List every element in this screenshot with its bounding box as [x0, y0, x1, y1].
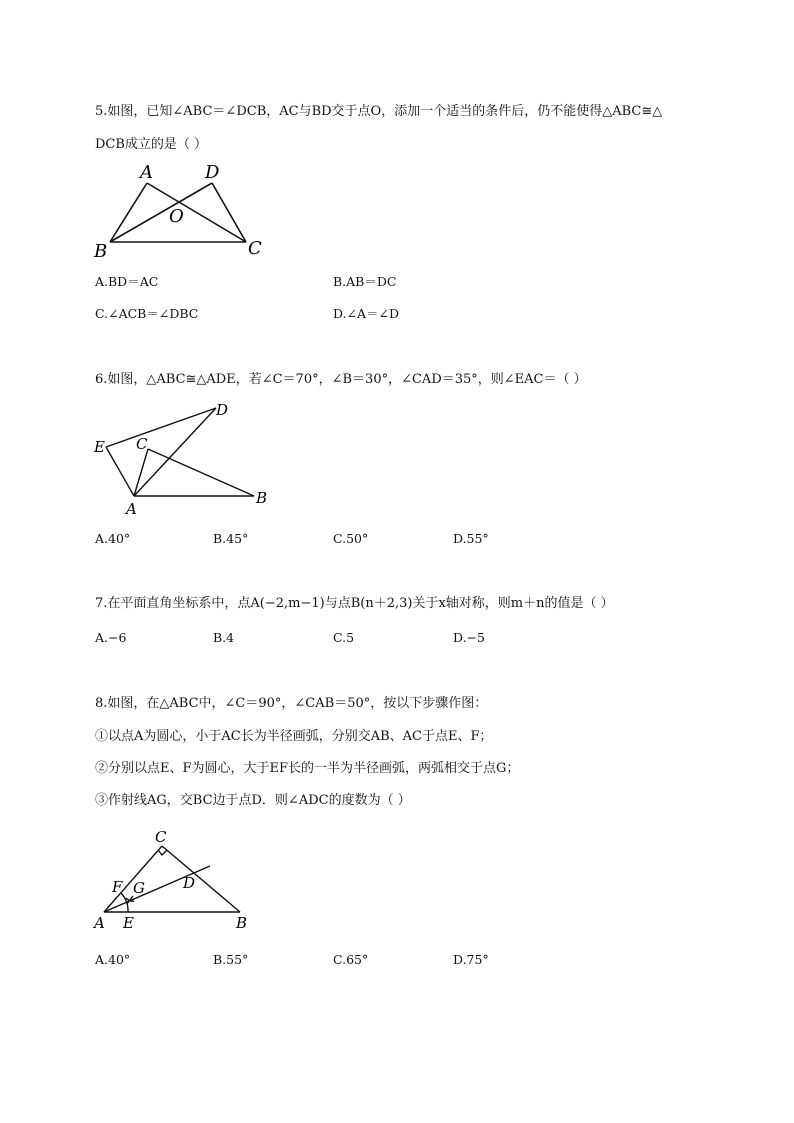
q8-step-2: ②分别以点E、F为圆心，大于EF长的一半为半径画弧，两弧相交于点G；	[95, 761, 520, 776]
q5-option-a[interactable]: A.BD＝AC	[95, 274, 159, 289]
q5-label-A: A	[140, 162, 153, 183]
q5-figure-lines	[110, 183, 246, 242]
q8-label-B: B	[236, 914, 248, 932]
q8-step-1: ①以点A为圆心，小于AC长为半径画弧，分别交AB、AC于点E、F；	[95, 729, 493, 744]
q6-option-a[interactable]: A.40°	[95, 531, 131, 546]
q8-option-b[interactable]: B.55°	[213, 952, 249, 967]
q6-option-d[interactable]: D.55°	[453, 531, 489, 546]
q5-label-B: B	[94, 241, 108, 262]
q5-label-C: C	[248, 238, 262, 259]
q5-label-O: O	[169, 206, 184, 227]
q7-option-a[interactable]: A.−6	[95, 630, 127, 645]
q5-stem-line2: DCB成立的是（ ）	[95, 137, 208, 152]
q8-label-A: A	[94, 914, 105, 932]
q5-option-d[interactable]: D.∠A＝∠D	[333, 306, 400, 321]
q8-label-F: F	[112, 878, 123, 896]
q7-option-c[interactable]: C.5	[333, 630, 355, 645]
q6-stem: 6.如图，△ABC≅△ADE，若∠C＝70°，∠B＝30°，∠CAD＝35°，则∠EAC＝（ ）	[95, 372, 587, 387]
q8-option-c[interactable]: C.65°	[333, 952, 369, 967]
q8-label-D: D	[183, 874, 196, 892]
q6-figure-lines	[106, 408, 254, 496]
q8-step-3: ③作射线AG，交BC边于点D．则∠ADC的度数为（ ）	[95, 793, 411, 808]
q8-option-d[interactable]: D.75°	[453, 952, 489, 967]
q7-option-d[interactable]: D.−5	[453, 630, 485, 645]
q8-figure-lines	[104, 846, 240, 912]
q6-option-c[interactable]: C.50°	[333, 531, 369, 546]
q8-stem: 8.如图，在△ABC中，∠C＝90°，∠CAB＝50°，按以下步骤作图：	[95, 696, 488, 711]
q8-option-a[interactable]: A.40°	[95, 952, 131, 967]
q7-option-b[interactable]: B.4	[213, 630, 235, 645]
q8-label-C: C	[155, 828, 167, 846]
q8-label-G: G	[133, 879, 145, 897]
q8-label-E: E	[123, 914, 134, 932]
q6-label-C: C	[136, 435, 148, 453]
q6-label-D: D	[216, 401, 229, 419]
q6-label-B: B	[256, 489, 268, 507]
q5-label-D: D	[205, 162, 220, 183]
q7-stem: 7.在平面直角坐标系中，点A(−2,m−1)与点B(n＋2,3)关于x轴对称，则m＋n的值是（ ）	[95, 596, 614, 611]
q6-label-E: E	[94, 438, 105, 456]
q5-option-c[interactable]: C.∠ACB＝∠DBC	[95, 306, 199, 321]
q6-label-A: A	[126, 500, 137, 518]
q6-option-b[interactable]: B.45°	[213, 531, 249, 546]
q5-option-b[interactable]: B.AB＝DC	[333, 274, 397, 289]
q5-stem-line1: 5.如图，已知∠ABC＝∠DCB，AC与BD交于点O，添加一个适当的条件后，仍不能使得△ABC≅△	[95, 104, 663, 119]
